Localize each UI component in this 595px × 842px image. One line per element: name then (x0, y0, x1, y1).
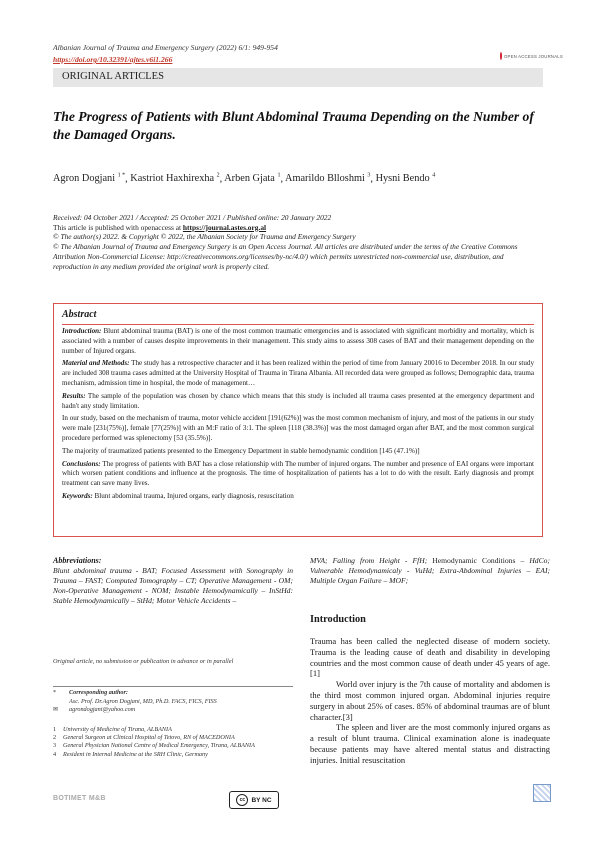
cc-license-badge[interactable] (229, 791, 279, 809)
abstract-methods: Material and Methods: The study has a retrospective character and it has been realized within the period of time from January 20016 to December 2018. In our study are included 308 trauma cases admitted at the University Hospital of Trauma in Tirana Albania. All recorded data were grouped as follows; Demographic data, trauma mechanism, admission time in hospital, the mode of management… (62, 359, 534, 387)
logo-text: OPEN ACCESS JOURNALS (504, 53, 563, 59)
article-meta (53, 213, 543, 271)
section-banner (53, 68, 543, 87)
abstract-keywords: Keywords: Blunt abdominal trauma, Injured organs, early diagnosis, resuscitation (62, 491, 294, 500)
abstract-body (62, 327, 534, 505)
qr-code-icon (533, 784, 551, 802)
abbreviations-text: Blunt abdominal trauma - BAT; Focused Assessment with Sonography in Trauma – FAST; Computed Tomography – CT; Operative Management - OM; Non-Operative Management - NOM; Instable Hemodynamically – InStHd: Stable Hemodynamically – StHd; Motor Vehicle Accidents – (53, 566, 293, 605)
email-icon: ✉ (53, 706, 59, 714)
asterisk-marker: * (53, 689, 57, 696)
abstract-divider (62, 324, 534, 325)
submission-footnote: Original article, no submission or publication in advance or in parallel (53, 658, 234, 665)
corresponding-email[interactable]: agrondogjani@yahoo.com (69, 706, 136, 714)
abstract-results-3: The majority of traumatized patients presented to the Emergency Department in stable hemodynamic condition [145 (47.1%)] (62, 446, 420, 455)
affiliation: 1 University of Medicine of Tirana, ALBANIA (53, 726, 172, 733)
license: © The Albanian Journal of Trauma and Emergency Surgery is an Open Access Journal. All articles are distributed under the terms of the Creative Commons Attribution Non-Commercial License: http://creativecommons.org/licenses/by-nc/4.0/) which permits unrestricted non-commercial use, distribution, and reproduction in any medium provided the original work is properly cited. (53, 242, 518, 271)
affiliation: 3 General Physician National Centre of Medical Emergency, Tirana, ALBANIA (53, 742, 255, 750)
corresponding-label: Corresponding author: (69, 689, 128, 696)
cc-label: BY NC (251, 796, 272, 804)
author: Agron Dogjani $^{1 *}$ (53, 173, 126, 185)
introduction-body (310, 636, 550, 766)
author: Hysni Bendo $^4$ (375, 173, 436, 185)
dates: Received: 04 October 2021 / Accepted: 25 October 2021 / Published online: 20 January 2022 (53, 213, 332, 222)
copyright: © The author(s) 2022. & Copyright © 2022, the Albanian Society for Trauma and Emergency Surgery (53, 232, 356, 242)
affiliation: 2 General Surgeon at Clinical Hospital of Tetovo, RN of MACEDONIA (53, 734, 235, 742)
abbreviations-right: MVA; Falling from Height - FfH; Hemodynamic Conditions – HdCo; Vulnerable Hemodynamicaly - VuHd; Extra-Abdominal Injuries – EAI; Multiple Organ Failure – MOF; (310, 556, 550, 585)
openaccess-line: This article is published with openaccess at https://journal.astes.org.al (53, 222, 267, 232)
abstract-results-2: In our study, based on the mechanism of trauma, motor vehicle accident [191(62%)] was the most common mechanism of injury, and most of the patients in our study were male [231(75%)], female [77(25%)] with an M:F ratio of 3:1. The spleen [118 (38.3%)] was the most damaged organ after BAT, and the most common surgical procedure performed was splenectomy [53 (35.5%)]. (62, 414, 534, 442)
affiliation: 4 Resident in Internal Medicine at the SRH Clinic, Germany (53, 750, 208, 758)
author: Kastriot Haxhirexha $^2$ (130, 173, 220, 185)
correspondence (53, 686, 293, 715)
abstract-results: Results: The sample of the population was chosen by chance which means that this study is included all trauma cases presented at the emergency department and hadn't any study limitation. (62, 391, 534, 410)
doi-link[interactable]: https://doi.org/10.32391/ajtes.v6i1.266 (53, 55, 173, 64)
logo-icon (500, 52, 502, 60)
corresponding-name: Asc. Prof. Dr.Agron Dogjani, MD, Ph.D. FACS, FICS, FISS (69, 697, 217, 705)
intro-paragraph: The spleen and liver are the most commonly injured organs as a result of blunt trauma. Clinical examination alone is inadequate because patients may have altered mental status and distracting injuries. Initial resuscitation (310, 722, 550, 765)
article-title: The Progress of Patients with Blunt Abdominal Trauma Depending on the Number of the Damaged Organs. (53, 109, 534, 142)
publisher-logo: BOTIMET M&B (53, 795, 106, 802)
abbreviations-left (53, 556, 293, 606)
journal-link[interactable]: https://journal.astes.org.al (182, 222, 267, 232)
abstract-conclusions: Conclusions: The progress of patients with BAT has a close relationship with The number of injured organs. The number and presence of EAI organs were important which worsen patient conditions and influence at the prognosis. The time of hospitalization of patients has a lot to do with the result. Early diagnosis and prompt treatment can save many lives. (62, 459, 534, 488)
abbreviations-heading: Abbreviations: (53, 556, 102, 565)
section-label: ORIGINAL ARTICLES (62, 71, 164, 82)
journal-citation: Albanian Journal of Trauma and Emergency Surgery (2022) 6/1: 949-954 (53, 43, 278, 52)
author: Amarildo Blloshmi $^3$ (285, 173, 371, 185)
abstract-heading: Abstract (62, 309, 97, 320)
affiliations (53, 726, 293, 759)
abstract-introduction: Introduction: Blunt abdominal trauma (BAT) is one of the most common traumatic emergencies and is associated with significant morbidity and mortality, which is associated with a number of causes despite improvements in their management. This study aims to assess 308 cases of BAT and their management depending on the number of Injured organs. (62, 327, 534, 355)
author: Arben Gjata $^1$ (224, 173, 281, 185)
abstract-box (53, 303, 543, 537)
author-list: Agron Dogjani $^{1 *}$, Kastriot Haxhirexha $^2$, Arben Gjata $^1$, Amarildo Blloshmi $^3$, Hysni Bendo $^4$ (53, 173, 436, 185)
intro-paragraph: World over injury is the 7th cause of mortality and abdomen is the third most common injured organ. Abdominal injuries require surgery in about 25% of cases. 85% of abdominal traumas are of blunt character.[3] (310, 679, 550, 722)
introduction-heading: Introduction (310, 614, 366, 625)
open-access-logo (500, 51, 563, 61)
cc-icon: cc (236, 794, 248, 806)
intro-paragraph: Trauma has been called the neglected disease of modern society. Trauma is the leading cause of death and disability in developing countries and the most common cause of death under 45 years of age.[1] (310, 636, 550, 679)
